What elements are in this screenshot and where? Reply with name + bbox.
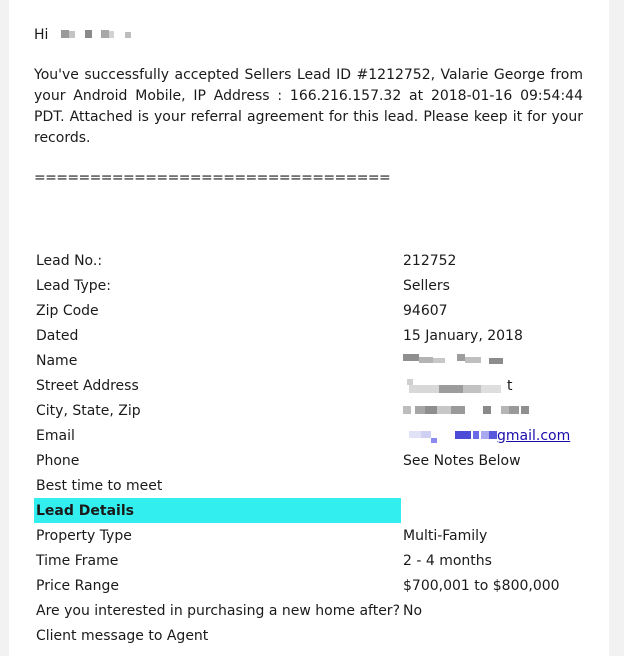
value-time-frame: 2 - 4 months (403, 552, 492, 569)
row-name (34, 348, 583, 373)
label-property-type: Property Type (36, 527, 132, 544)
value-client-message (401, 623, 583, 648)
value-lead-type: Sellers (403, 277, 450, 294)
row-lead-details-heading (34, 498, 583, 523)
row-lead-no (34, 248, 583, 273)
value-dated: 15 January, 2018 (403, 327, 523, 344)
row-property-type (34, 523, 583, 548)
row-dated (34, 323, 583, 348)
row-price-range (34, 573, 583, 598)
greeting-prefix: Hi (34, 27, 49, 43)
label-phone: Phone (36, 452, 80, 469)
email-link[interactable]: gmail.com (497, 427, 571, 444)
row-time-frame (34, 548, 583, 573)
value-name-redacted (401, 348, 583, 373)
row-phone (34, 448, 583, 473)
redacted-city-pixels (403, 405, 533, 415)
label-lead-type: Lead Type: (36, 277, 111, 294)
value-city-state-zip-redacted (401, 398, 583, 423)
value-property-type: Multi-Family (403, 527, 488, 544)
value-email (401, 423, 583, 448)
section-heading-spacer (401, 498, 583, 523)
lead-details-table (34, 248, 583, 648)
separator-line: ================================ (34, 170, 391, 186)
label-city-state-zip: City, State, Zip (36, 402, 141, 419)
section-heading-lead-details: Lead Details (34, 498, 401, 523)
value-best-time (401, 473, 583, 498)
redacted-street-pixels (403, 379, 507, 393)
row-street-address (34, 373, 583, 398)
value-zip-code: 94607 (403, 302, 448, 319)
value-street-address (401, 373, 583, 398)
label-best-time: Best time to meet (36, 477, 163, 494)
label-street-address: Street Address (36, 377, 139, 394)
row-city-state-zip (34, 398, 583, 423)
row-email (34, 423, 583, 448)
street-address-suffix: t (507, 377, 513, 394)
redacted-name-pixels (403, 353, 513, 365)
row-purchase-interest (34, 598, 583, 623)
label-dated: Dated (36, 327, 79, 344)
email-body (9, 0, 609, 656)
label-client-message: Client message to Agent (36, 627, 209, 644)
value-phone: See Notes Below (403, 452, 521, 469)
row-lead-type (34, 273, 583, 298)
label-name: Name (36, 352, 78, 369)
label-zip-code: Zip Code (36, 302, 99, 319)
label-email: Email (36, 427, 75, 444)
row-client-message (34, 623, 583, 648)
redacted-email-pixels (403, 429, 497, 443)
value-purchase-interest: No (403, 602, 423, 619)
label-purchase-interest: Are you interested in purchasing a new home after? (36, 602, 400, 619)
label-lead-no: Lead No.: (36, 252, 103, 269)
value-price-range: $700,001 to $800,000 (403, 577, 560, 594)
row-zip-code (34, 298, 583, 323)
greeting (34, 27, 137, 43)
value-lead-no: 212752 (403, 252, 457, 269)
row-best-time (34, 473, 583, 498)
label-price-range: Price Range (36, 577, 119, 594)
label-time-frame: Time Frame (36, 552, 119, 569)
acceptance-message: You've successfully accepted Sellers Lead ID #1212752, Valarie George from your Android Mobile, IP Address : 166.216.157.32 at 2018-01-16 09:54:44 PDT. Attached is your referral agreement for this lead. Please keep it for your records. (34, 67, 583, 146)
redacted-recipient-name (61, 27, 137, 43)
